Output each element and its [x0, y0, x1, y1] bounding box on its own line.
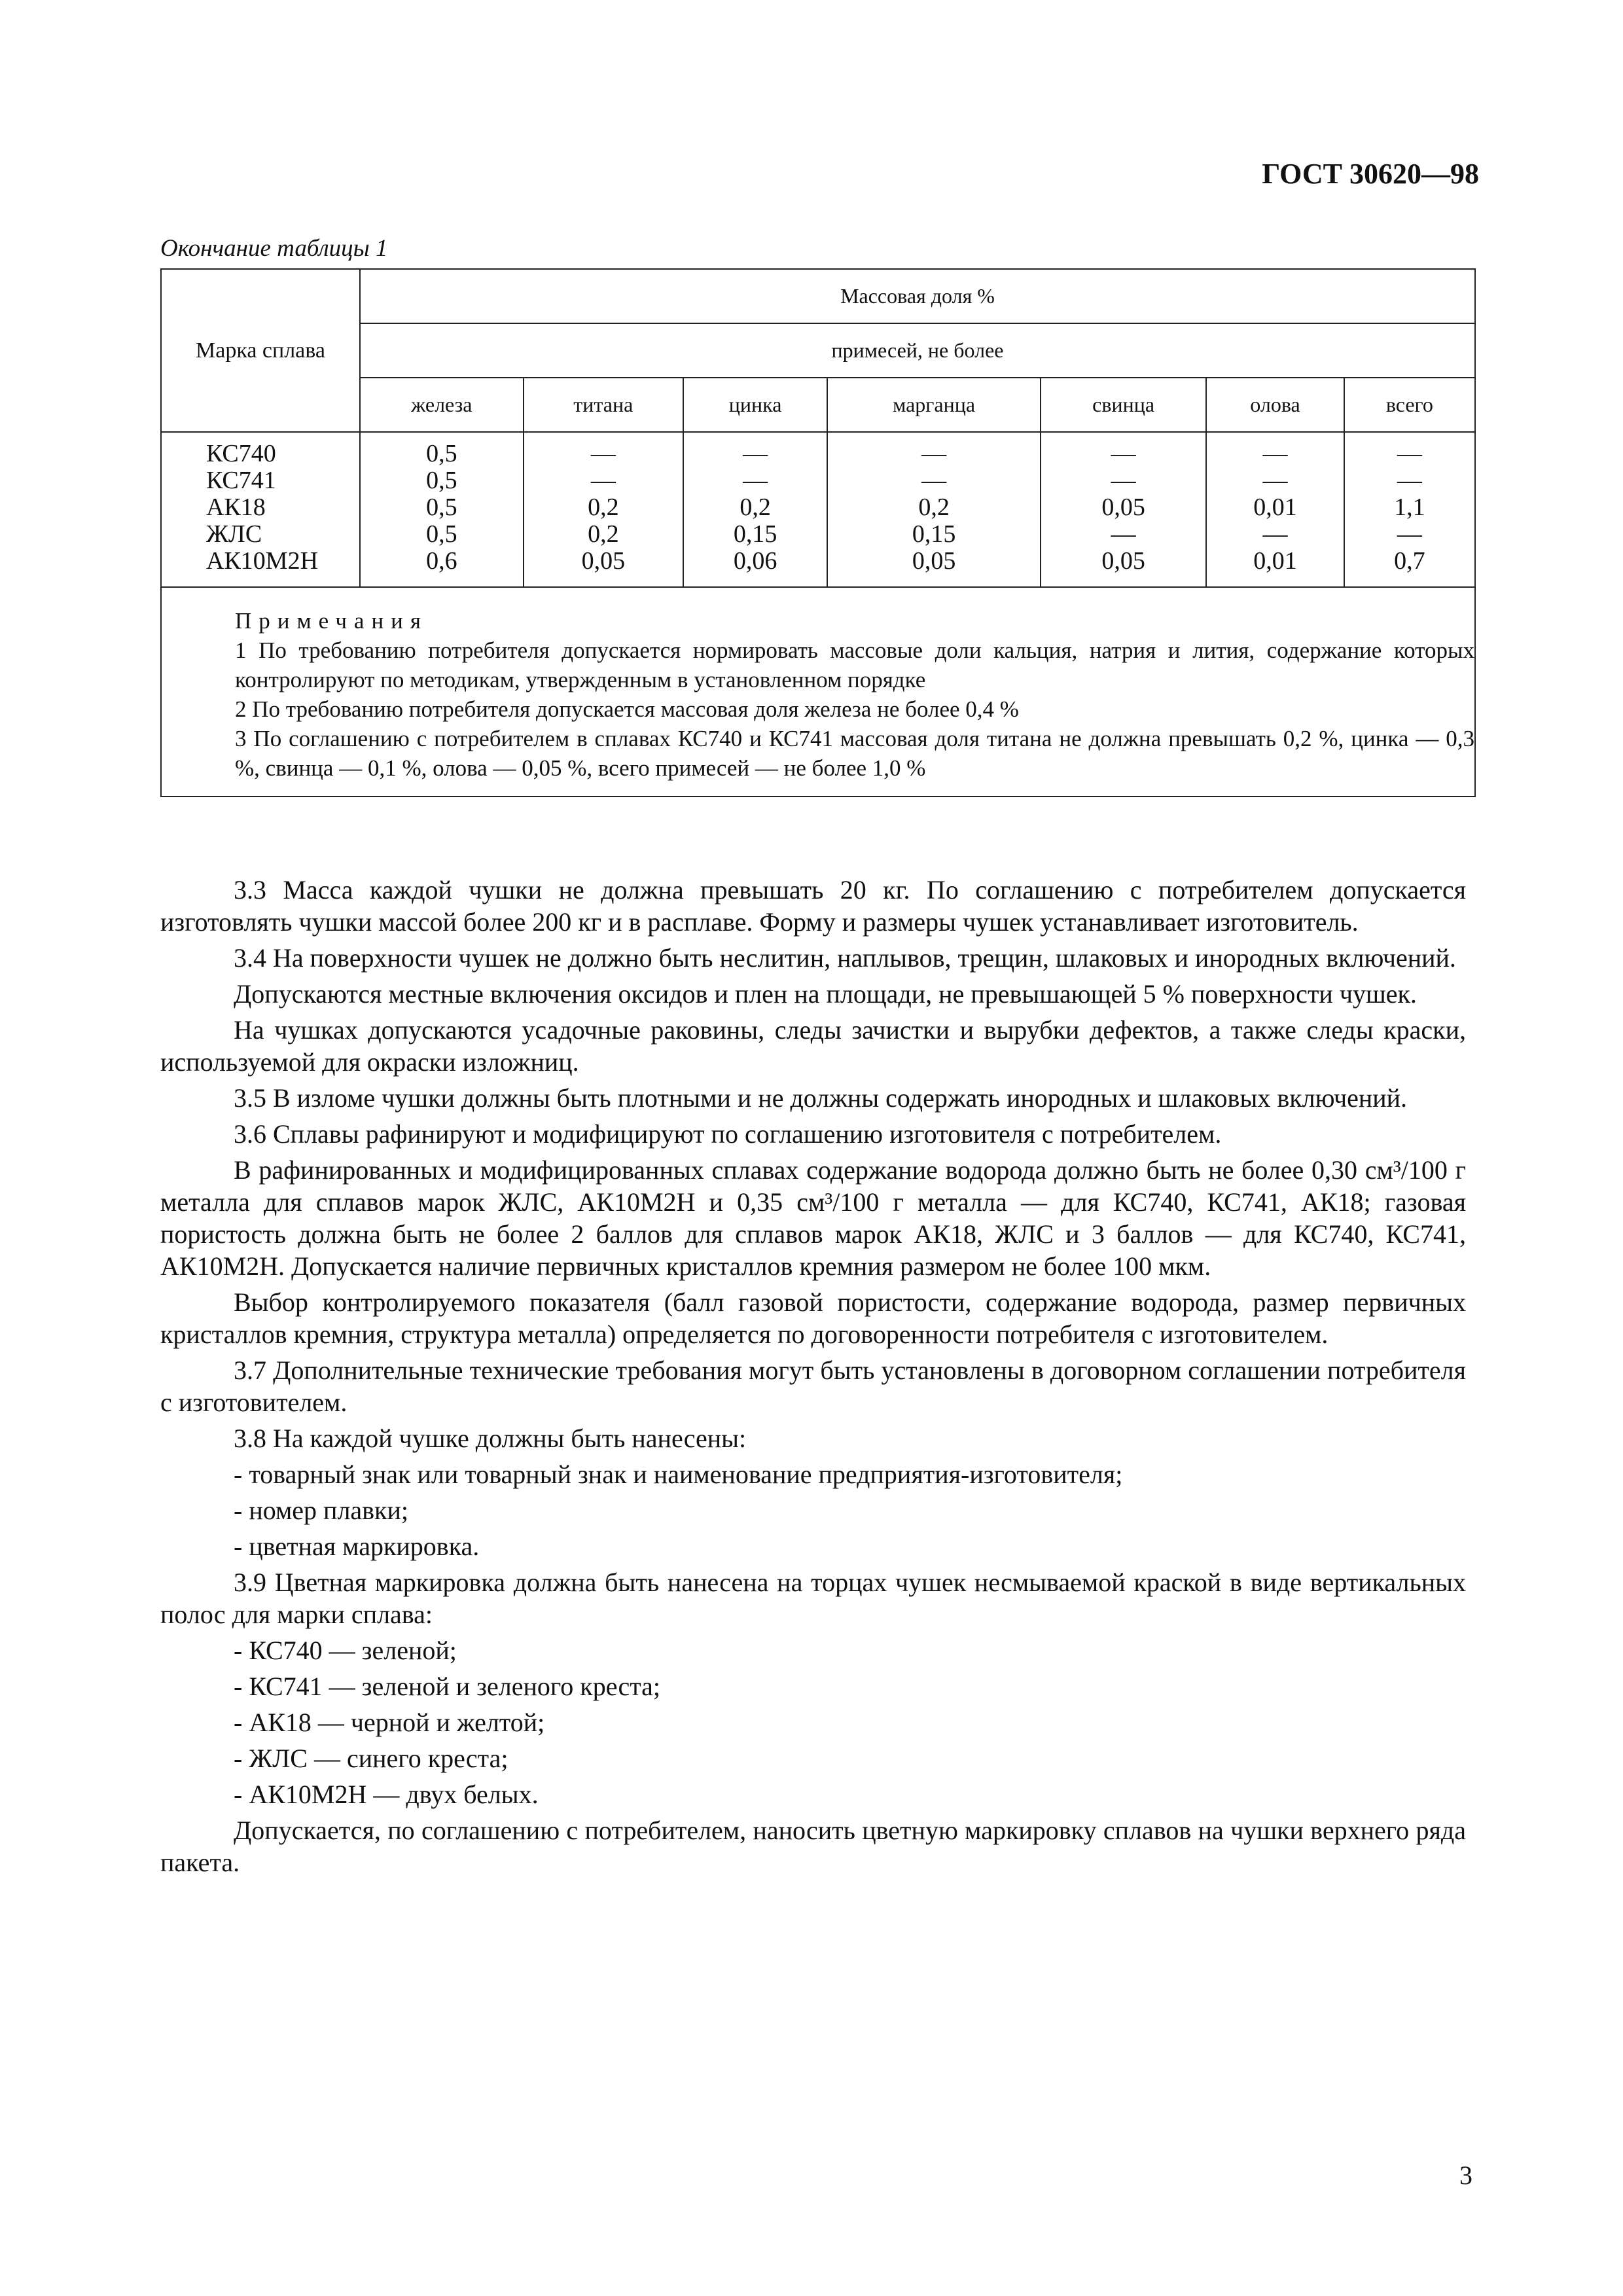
table-cell: 0,15	[733, 520, 777, 548]
table-cell: 0,05	[581, 547, 626, 575]
grade-name: АК10М2Н	[206, 547, 319, 575]
column-header-zinc: цинка	[683, 378, 827, 432]
list-item: - товарный знак или товарный знак и наименование предприятия-изготовителя;	[234, 1460, 1123, 1489]
grades-cell	[161, 432, 360, 587]
table-header-row-1	[161, 269, 1475, 323]
column-header-lead: свинца	[1041, 378, 1206, 432]
titanium-values	[524, 432, 683, 587]
column-header-total: всего	[1344, 378, 1475, 432]
table-cell: —	[1262, 440, 1288, 467]
table-cell: —	[590, 440, 616, 467]
lead-values	[1041, 432, 1206, 587]
note-text: 2 По требованию потребителя допускается массовая доля железа не более 0,4 %	[235, 696, 1019, 722]
table-notes	[161, 587, 1475, 797]
table-cell: 0,01	[1253, 493, 1297, 521]
list-item: - АК10М2Н — двух белых.	[234, 1780, 539, 1809]
paragraph-3-9: 3.9 Цветная маркировка должна быть нанесена на торцах чушек несмываемой краской в виде вертикальных полос для марки сплава:	[160, 1568, 1466, 1629]
page-number: 3	[1459, 2161, 1472, 2190]
manganese-values	[827, 432, 1041, 587]
table-cell: —	[743, 467, 768, 494]
paragraph-3-3: 3.3 Масса каждой чушки не должна превышать 20 кг. По соглашению с потребителем допускается изготовлять чушки массой более 200 кг и в расплаве. Форму и размеры чушек устанавливает изготовитель.	[160, 875, 1466, 937]
table-data-row	[161, 432, 1475, 587]
note-text: 1 По требованию потребителя допускается нормировать массовые доли кальция, натрия и лития, содержание которых контролируют по методикам, утвержденным в установленном порядке	[235, 637, 1474, 692]
grade-column-header: Марка сплава	[161, 269, 360, 432]
table-cell: —	[1262, 467, 1288, 494]
paragraph-3-4-oxides: Допускаются местные включения оксидов и плен на площади, не превышающей 5 % поверхности чушек.	[234, 979, 1417, 1009]
impurities-header: примесей, не более	[360, 323, 1475, 378]
alloy-composition-table	[160, 268, 1476, 797]
paragraph-final: Допускается, по соглашению с потребителем, наносить цветную маркировку сплавов на чушки верхнего ряда пакета.	[160, 1816, 1466, 1877]
table-cell: —	[921, 467, 947, 494]
note-text: 3 По соглашению с потребителем в сплавах КС740 и КС741 массовая доля титана не должна превышать 0,2 %, цинка — 0,3 %, свинца — 0,1 %, олова — 0,05 %, всего примесей — не более 1,0 %	[235, 726, 1474, 781]
table-caption: Окончание таблицы 1	[160, 235, 388, 262]
table-cell: —	[921, 440, 947, 467]
paragraph-3-4: 3.4 На поверхности чушек не должно быть неслитин, наплывов, трещин, шлаковых и инородных включений.	[234, 943, 1456, 973]
iron-values	[360, 432, 524, 587]
list-item: - КС741 — зеленой и зеленого креста;	[234, 1672, 661, 1701]
zinc-values	[683, 432, 827, 587]
note-3	[162, 724, 1474, 783]
tin-values	[1206, 432, 1344, 587]
paragraph-3-6-hydrogen: В рафинированных и модифицированных сплавах содержание водорода должно быть не более 0,30 см³/100 г металла для сплавов марок ЖЛС, АК10М2Н и 0,35 см³/100 г металла — для КС740, КС741, АК18; газовая пористость должна быть не более 2 баллов для сплавов марок АК18, ЖЛС и 3 баллов — для КС740, КС741, АК10М2Н. Допускается наличие первичных кристаллов кремния размером не более 100 мкм.	[160, 1155, 1466, 1281]
list-item: - АК18 — черной и желтой;	[234, 1708, 545, 1737]
table-cell: 0,15	[912, 520, 956, 548]
column-header-iron: железа	[360, 378, 524, 432]
column-header-manganese: марганца	[827, 378, 1041, 432]
table-cell: 0,01	[1253, 547, 1297, 575]
table-cell: —	[1262, 520, 1288, 548]
table-cell: —	[1397, 520, 1422, 548]
document-code: ГОСТ 30620—98	[1262, 158, 1479, 190]
table-cell: —	[1397, 467, 1422, 494]
note-2	[162, 694, 1474, 724]
table-cell: 0,06	[733, 547, 777, 575]
table-cell: 0,05	[912, 547, 956, 575]
table-cell: 0,05	[1101, 547, 1145, 575]
table-cell: 0,7	[1394, 547, 1425, 575]
mass-fraction-header: Массовая доля %	[360, 269, 1475, 323]
paragraph-3-6-selection: Выбор контролируемого показателя (балл газовой пористости, содержание водорода, размер первичных кристаллов кремния, структура металла) определяется по договоренности потребителя с изготовителем.	[160, 1287, 1466, 1349]
table-cell: 0,2	[588, 493, 619, 521]
list-item: - номер плавки;	[234, 1496, 408, 1525]
column-header-tin: олова	[1206, 378, 1344, 432]
table-cell: —	[743, 440, 768, 467]
paragraph-3-4-shrinkage: На чушках допускаются усадочные раковины, следы зачистки и вырубки дефектов, а также следы краски, используемой для окраски изложниц.	[160, 1015, 1466, 1077]
table-cell: 0,2	[740, 493, 771, 521]
table-cell: 0,5	[426, 440, 457, 467]
document-body	[160, 874, 1466, 1882]
table-cell: —	[1111, 440, 1136, 467]
total-values	[1344, 432, 1475, 587]
grade-name: АК18	[206, 493, 266, 521]
paragraph-3-7: 3.7 Дополнительные технические требования могут быть установлены в договорном соглашении потребителя с изготовителем.	[160, 1355, 1466, 1417]
table-cell: 0,2	[918, 493, 950, 521]
table-cell: —	[590, 467, 616, 494]
paragraph-3-6: 3.6 Сплавы рафинируют и модифицируют по соглашению изготовителя с потребителем.	[234, 1119, 1222, 1149]
grade-name: КС740	[206, 440, 276, 467]
table-cell: 0,2	[588, 520, 619, 548]
note-1	[162, 636, 1474, 694]
table-cell: 1,1	[1394, 493, 1425, 521]
table-cell: —	[1397, 440, 1422, 467]
table-cell: —	[1111, 467, 1136, 494]
paragraph-3-5: 3.5 В изломе чушки должны быть плотными и не должны содержать инородных и шлаковых включений.	[234, 1083, 1408, 1113]
table-cell: —	[1111, 520, 1136, 548]
table-notes-row	[161, 587, 1475, 797]
table-cell: 0,5	[426, 467, 457, 494]
paragraph-3-8: 3.8 На каждой чушке должны быть нанесены:	[234, 1424, 747, 1453]
table-cell: 0,5	[426, 493, 457, 521]
column-header-titanium: титана	[524, 378, 683, 432]
grade-name: ЖЛС	[206, 520, 262, 548]
list-item: - КС740 — зеленой;	[234, 1636, 457, 1665]
table-cell: 0,6	[426, 547, 457, 575]
list-item: - ЖЛС — синего креста;	[234, 1744, 508, 1773]
table-cell: 0,05	[1101, 493, 1145, 521]
table-cell: 0,5	[426, 520, 457, 548]
list-item: - цветная маркировка.	[234, 1532, 480, 1561]
grade-name: КС741	[206, 467, 276, 494]
notes-title: Примечания	[235, 608, 429, 634]
